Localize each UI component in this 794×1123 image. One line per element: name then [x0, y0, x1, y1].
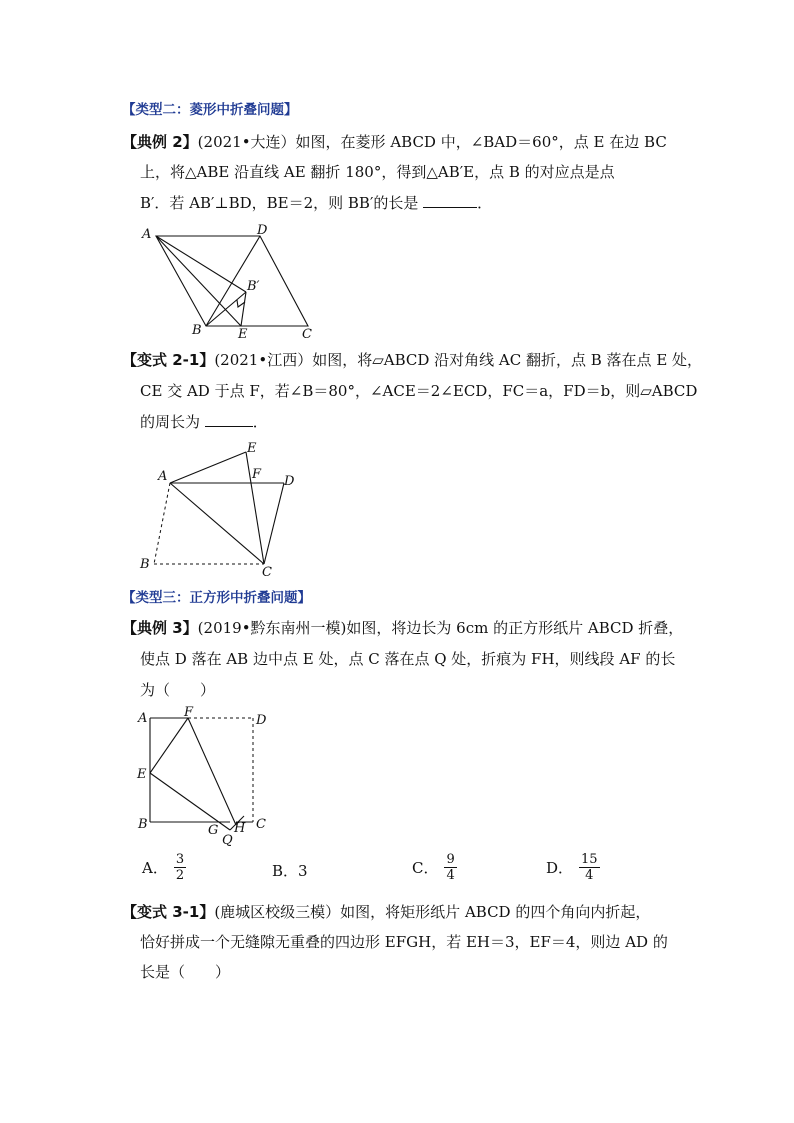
choice-a-numerator: 3 [175, 852, 185, 867]
example3-line3: 为（ ） [140, 681, 216, 699]
label-c: C [262, 565, 272, 580]
choice-d[interactable] [546, 852, 600, 883]
choice-a[interactable] [142, 852, 186, 883]
example3-tag: 【典例 3】 [122, 619, 198, 637]
label-e: E [137, 767, 147, 782]
label-b: B [138, 817, 148, 832]
choice-a-fraction [174, 852, 186, 883]
example3-line1 [122, 618, 683, 638]
variant31-line3: 长是（ ） [140, 963, 231, 981]
segment-fh [188, 718, 236, 825]
label-h: H [234, 821, 246, 836]
label-c: C [302, 327, 312, 342]
label-bprime: B′ [247, 279, 260, 294]
choice-c-denominator: 4 [446, 868, 455, 883]
choice-a-denominator: 2 [175, 868, 185, 883]
variant31-tag: 【变式 3-1】 [122, 903, 215, 921]
choice-d-fraction [579, 852, 600, 883]
choice-c-numerator: 9 [446, 852, 455, 867]
segment-fe [150, 718, 188, 773]
variant21-period: ． [252, 413, 268, 431]
variant21-line2: CE 交 AD 于点 F，若∠B＝80°，∠ACE＝2∠ECD，FC＝a，FD＝b，则▱ABCD [140, 382, 698, 400]
example2-line1 [122, 132, 667, 152]
choice-c-fraction [444, 852, 456, 883]
variant21-text1: (2021•江西）如图，将▱ABCD 沿对角线 AC 翻折，点 B 落在点 E 处， [214, 351, 703, 369]
rhombus-abcd-outline [156, 236, 308, 326]
label-a: A [158, 469, 168, 484]
segment-dc [264, 483, 284, 564]
choice-a-letter: A． [142, 859, 168, 877]
label-b: B [140, 557, 150, 572]
example2-text3: B′．若 AB′⊥BD，BE＝2，则 BB′的长是 [140, 194, 419, 212]
answer-blank[interactable] [423, 193, 477, 208]
segment-bprime-e [241, 292, 246, 326]
label-d: D [257, 223, 268, 238]
segment-ac [170, 483, 264, 564]
example3-text1: (2019•黔东南州一模)如图，将边长为 6cm 的正方形纸片 ABCD 折叠， [197, 619, 684, 637]
label-e: E [247, 441, 257, 456]
label-f: F [252, 467, 262, 482]
label-d: D [256, 713, 267, 728]
label-g: G [208, 823, 219, 838]
variant21-text3: 的周长为 [140, 413, 201, 431]
variant31-text1: (鹿城区校级三模）如图，将矩形纸片 ABCD 的四个角向内折起， [214, 903, 651, 921]
variant21-tag: 【变式 2-1】 [122, 351, 215, 369]
example2-line3 [140, 193, 492, 213]
section-heading-type3: 【类型三：正方形中折叠问题】 [122, 590, 311, 606]
choice-c-letter: C． [412, 859, 439, 877]
answer-blank[interactable] [205, 412, 253, 427]
variant21-line3 [140, 412, 268, 432]
label-e: E [238, 327, 248, 342]
choice-b-label: B．3 [272, 862, 308, 880]
variant21-line1 [122, 350, 702, 370]
label-b: B [192, 323, 202, 338]
choice-d-letter: D． [546, 859, 574, 877]
label-q: Q [222, 833, 233, 848]
parallelogram-figure [134, 440, 304, 580]
choice-d-denominator: 4 [585, 868, 594, 883]
example2-line2: 上，将△ABE 沿直线 AE 翻折 180°，得到△AB′E，点 B 的对应点是点 [140, 163, 615, 181]
example2-period: ． [477, 194, 493, 212]
example3-line2: 使点 D 落在 AB 边中点 E 处，点 C 落在点 Q 处，折痕为 FH，则线段 AF 的长 [140, 650, 676, 668]
variant31-line2: 恰好拼成一个无缝隙无重叠的四边形 EFGH，若 EH＝3，EF＝4，则边 AD 的 [140, 933, 668, 951]
choice-d-numerator: 15 [581, 852, 598, 867]
example2-tag: 【典例 2】 [122, 133, 198, 151]
segment-ab-dashed [154, 483, 170, 564]
label-a: A [138, 711, 148, 726]
label-f: F [184, 705, 194, 720]
segment-bbprime [206, 292, 246, 326]
example2-text1: (2021•大连）如图，在菱形 ABCD 中，∠BAD＝60°，点 E 在边 BC [197, 133, 667, 151]
choice-c[interactable] [412, 852, 457, 883]
segment-ae [170, 452, 246, 483]
section-heading-type2: 【类型二：菱形中折叠问题】 [122, 102, 298, 118]
label-d: D [284, 474, 295, 489]
label-a: A [142, 227, 152, 242]
answer-choices [0, 852, 794, 892]
choice-b[interactable] [272, 860, 308, 881]
label-c: C [256, 817, 266, 832]
variant31-line1 [122, 902, 650, 922]
square-figure [132, 704, 282, 848]
rhombus-figure [136, 222, 326, 344]
